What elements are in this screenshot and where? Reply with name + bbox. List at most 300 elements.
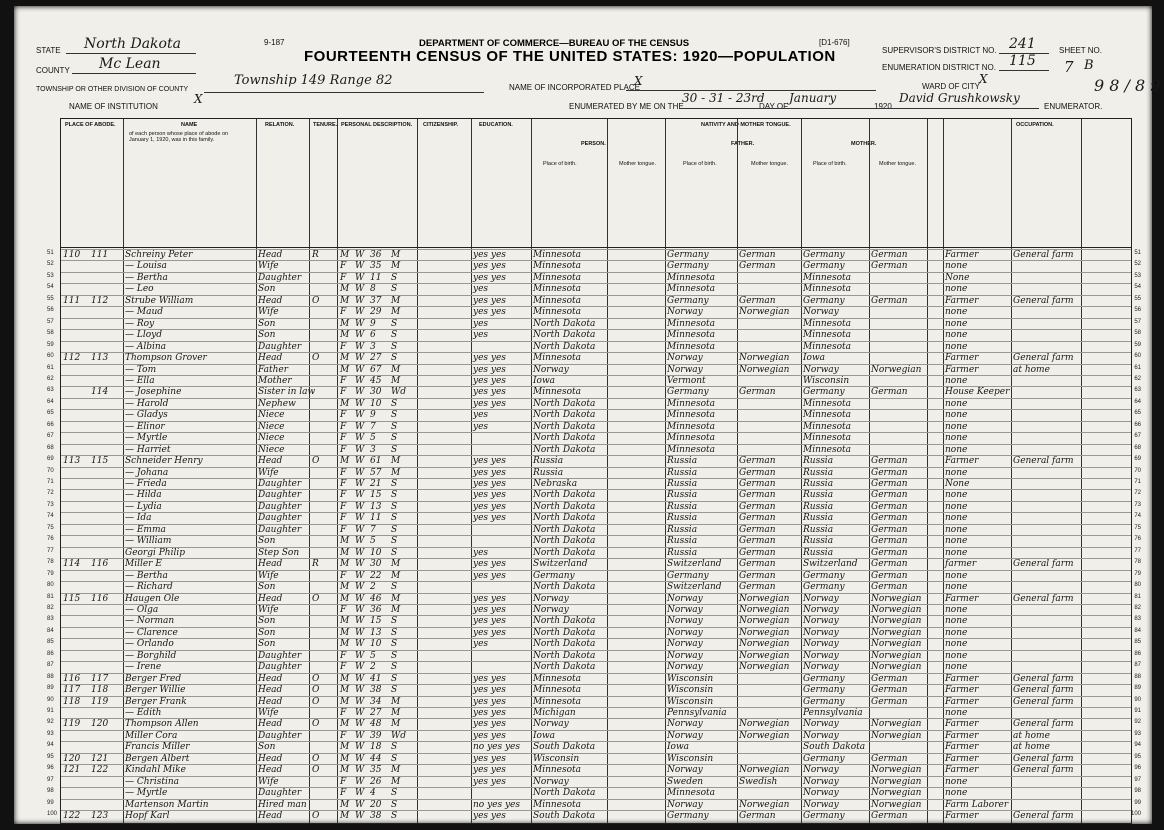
- cell-fpob: Switzerland: [667, 559, 722, 570]
- table-row: [47, 810, 1141, 822]
- cell-race: W: [355, 811, 365, 822]
- cell-age: 67: [370, 364, 382, 375]
- cell-age: 21: [370, 479, 382, 489]
- line-number-right: 87: [1134, 662, 1141, 669]
- cell-race: W: [355, 719, 365, 730]
- cell-mpob: Russia: [803, 524, 834, 535]
- col-pob-mother: Place of birth.: [813, 161, 847, 167]
- cell-mpob: Norway: [803, 616, 839, 627]
- cell-ind: General farm: [1013, 353, 1074, 364]
- cell-edu: yes: [473, 410, 489, 421]
- cell-sex: M: [340, 547, 350, 558]
- cell-pob: North Dakota: [533, 788, 596, 799]
- cell-fpob: Minnesota: [667, 433, 716, 444]
- cell-edu: no yes yes: [473, 799, 520, 810]
- cell-name: — Josephine: [125, 387, 182, 398]
- cell-mar: S: [391, 639, 398, 650]
- cell-race: W: [355, 513, 365, 524]
- line-number-right: 69: [1134, 456, 1141, 463]
- cell-sex: F: [340, 433, 347, 444]
- cell-rel: Head: [258, 559, 283, 570]
- line-number-right: 98: [1134, 788, 1141, 795]
- cell-fmt: Norwegian: [739, 616, 790, 627]
- cell-pob: Minnesota: [533, 765, 582, 776]
- cell-fmt: German: [739, 490, 776, 501]
- cell-dw: 111: [63, 295, 81, 306]
- cell-mpob: Russia: [803, 547, 834, 558]
- cell-mmt: German: [871, 250, 908, 260]
- cell-race: W: [355, 730, 365, 741]
- line-number: 84: [47, 627, 54, 634]
- cell-race: W: [355, 788, 365, 799]
- cell-race: W: [355, 685, 365, 696]
- cell-pob: Minnesota: [533, 799, 582, 810]
- cell-name: Berger Willie: [125, 685, 186, 696]
- cell-rel: Hired man: [258, 799, 307, 810]
- cell-occ: none: [945, 708, 968, 718]
- line-number-right: 75: [1134, 524, 1141, 531]
- cell-rel: Daughter: [258, 788, 302, 799]
- cell-dw: 115: [63, 593, 81, 604]
- cell-fpob: Norway: [667, 353, 703, 364]
- cell-fpob: Norway: [667, 627, 703, 638]
- line-number: 86: [47, 650, 54, 657]
- cell-sex: M: [340, 811, 350, 822]
- cell-name: — Albina: [125, 341, 167, 352]
- line-number: 75: [47, 524, 54, 531]
- cell-rel: Wife: [258, 261, 279, 272]
- cell-rel: Head: [258, 685, 283, 696]
- cell-fpob: Wisconsin: [667, 696, 714, 707]
- line-number-right: 81: [1134, 593, 1141, 600]
- line-number-right: 90: [1134, 696, 1141, 703]
- cell-age: 38: [370, 685, 382, 696]
- cell-name: Schneider Henry: [125, 456, 203, 467]
- cell-mar: S: [391, 662, 398, 673]
- cell-mpob: Germany: [803, 582, 845, 593]
- cell-ten: O: [312, 765, 320, 776]
- cell-ten: O: [312, 593, 320, 604]
- cell-race: W: [355, 776, 365, 787]
- cell-sex: M: [340, 582, 350, 593]
- cell-name: Haugen Ole: [125, 593, 180, 604]
- cell-mmt: German: [871, 387, 908, 398]
- cell-fmt: Norwegian: [739, 765, 790, 776]
- cell-sex: F: [340, 421, 347, 432]
- cell-occ: None: [945, 272, 970, 283]
- cell-ten: O: [312, 753, 320, 764]
- cell-occ: Farmer: [945, 364, 979, 375]
- cell-fmt: Swedish: [739, 776, 778, 787]
- cell-fmt: Norwegian: [739, 364, 790, 375]
- cell-name: — Bertha: [125, 570, 168, 581]
- cell-name: — Myrtle: [125, 433, 168, 444]
- line-number: 72: [47, 490, 54, 497]
- cell-mar: S: [391, 524, 398, 535]
- cell-mar: M: [391, 696, 401, 707]
- cell-age: 11: [370, 272, 382, 283]
- cell-age: 5: [370, 650, 376, 661]
- line-number: 95: [47, 753, 54, 760]
- cell-pob: Germany: [533, 570, 575, 581]
- cell-occ: none: [945, 662, 968, 673]
- cell-rel: Wife: [258, 307, 279, 318]
- cell-fmt: German: [739, 547, 776, 558]
- cell-fmt: German: [739, 559, 776, 570]
- cell-name: Georgi Philip: [125, 547, 185, 558]
- cell-mar: S: [391, 318, 398, 329]
- cell-name: — Orlando: [125, 639, 174, 650]
- cell-mar: M: [391, 295, 401, 306]
- cell-age: 37: [370, 295, 382, 306]
- cell-rel: Father: [258, 364, 289, 375]
- cell-occ: none: [945, 341, 968, 352]
- cell-fpob: Norway: [667, 799, 703, 810]
- cell-age: 15: [370, 490, 382, 501]
- cell-occ: none: [945, 524, 968, 535]
- cell-rel: Daughter: [258, 513, 302, 524]
- cell-occ: none: [945, 375, 968, 386]
- institution-label: NAME OF INSTITUTION: [69, 102, 158, 111]
- cell-rel: Daughter: [258, 524, 302, 535]
- line-number-right: 85: [1134, 639, 1141, 646]
- cell-occ: Farmer: [945, 295, 979, 306]
- cell-occ: Farmer: [945, 673, 979, 684]
- cell-age: 29: [370, 307, 382, 318]
- line-number: 100: [47, 811, 58, 818]
- cell-sex: M: [340, 330, 350, 341]
- supervisor-label: SUPERVISOR'S DISTRICT NO.: [882, 46, 997, 55]
- sheet-number: 7: [1064, 58, 1074, 76]
- cell-rel: Daughter: [258, 730, 302, 741]
- cell-fpob: Vermont: [667, 375, 706, 386]
- cell-mpob: Germany: [803, 295, 845, 306]
- cell-fmt: Norwegian: [739, 593, 790, 604]
- line-number: 83: [47, 616, 54, 623]
- col-mt-father: Mother tongue.: [751, 161, 788, 167]
- cell-fpob: Norway: [667, 307, 703, 318]
- cell-rel: Wife: [258, 708, 279, 718]
- cell-fam: 117: [91, 673, 109, 684]
- cell-race: W: [355, 524, 365, 535]
- cell-dw: 114: [63, 559, 81, 570]
- cell-sex: F: [340, 788, 347, 799]
- cell-age: 18: [370, 742, 382, 753]
- cell-pob: North Dakota: [533, 513, 596, 524]
- cell-pob: Norway: [533, 604, 569, 615]
- cell-mmt: Norwegian: [871, 719, 922, 730]
- line-number: 62: [47, 375, 54, 382]
- cell-race: W: [355, 765, 365, 776]
- cell-fmt: Norwegian: [739, 353, 790, 364]
- cell-occ: Farmer: [945, 353, 979, 364]
- cell-race: W: [355, 662, 365, 673]
- line-number: 96: [47, 765, 54, 772]
- cell-mpob: Germany: [803, 387, 845, 398]
- enumerator-label: ENUMERATOR.: [1044, 102, 1103, 111]
- line-number: 60: [47, 353, 54, 360]
- cell-pob: North Dakota: [533, 524, 596, 535]
- cell-age: 36: [370, 250, 382, 260]
- county-label: COUNTY: [36, 66, 70, 75]
- cell-name: Bergen Albert: [125, 753, 190, 764]
- cell-mpob: Russia: [803, 490, 834, 501]
- cell-fmt: German: [739, 570, 776, 581]
- cell-edu: yes yes: [473, 811, 506, 822]
- cell-occ: none: [945, 627, 968, 638]
- cell-name: — Clarence: [125, 627, 178, 638]
- cell-mar: S: [391, 811, 398, 822]
- cell-mmt: German: [871, 696, 908, 707]
- cell-sex: M: [340, 353, 350, 364]
- cell-pob: North Dakota: [533, 341, 596, 352]
- cell-mpob: Minnesota: [803, 410, 852, 421]
- cell-mmt: Norwegian: [871, 788, 922, 799]
- cell-mmt: German: [871, 559, 908, 570]
- cell-rel: Mother: [258, 375, 292, 386]
- cell-occ: Farmer: [945, 685, 979, 696]
- cell-age: 46: [370, 593, 382, 604]
- line-number-right: 97: [1134, 776, 1141, 783]
- cell-rel: Sister in law: [258, 387, 316, 398]
- line-number: 92: [47, 719, 54, 726]
- cell-age: 9: [370, 318, 376, 329]
- line-number-right: 79: [1134, 570, 1141, 577]
- line-number: 77: [47, 547, 54, 554]
- cell-edu: yes yes: [473, 501, 506, 512]
- cell-rel: Head: [258, 673, 283, 684]
- cell-occ: none: [945, 776, 968, 787]
- line-number-right: 64: [1134, 398, 1141, 405]
- col-personal: PERSONAL DESCRIPTION.: [341, 122, 413, 128]
- line-number-right: 65: [1134, 410, 1141, 417]
- cell-occ: none: [945, 284, 968, 295]
- line-number: 82: [47, 604, 54, 611]
- cell-sex: M: [340, 799, 350, 810]
- line-number-right: 51: [1134, 250, 1141, 256]
- cell-race: W: [355, 467, 365, 478]
- cell-age: 7: [370, 524, 376, 535]
- cell-pob: Norway: [533, 719, 569, 730]
- cell-name: Berger Frank: [125, 696, 187, 707]
- cell-sex: F: [340, 604, 347, 615]
- line-number: 79: [47, 570, 54, 577]
- incorporated-label: NAME OF INCORPORATED PLACE: [509, 83, 640, 92]
- cell-mmt: Norwegian: [871, 650, 922, 661]
- col-name: NAME: [181, 122, 198, 128]
- cell-rel: Son: [258, 318, 276, 329]
- col-pob-father: Place of birth.: [683, 161, 717, 167]
- cell-mmt: Norwegian: [871, 604, 922, 615]
- margin-note: 9 8 / 8 9: [1094, 76, 1161, 95]
- cell-pob: Minnesota: [533, 272, 582, 283]
- cell-name: Schreiny Peter: [125, 250, 193, 260]
- cell-sex: M: [340, 398, 350, 409]
- cell-sex: F: [340, 444, 347, 455]
- cell-age: 13: [370, 501, 382, 512]
- cell-age: 10: [370, 398, 382, 409]
- cell-mmt: German: [871, 582, 908, 593]
- cell-race: W: [355, 708, 365, 718]
- cell-mmt: German: [871, 490, 908, 501]
- cell-ten: O: [312, 685, 320, 696]
- cell-name: Berger Fred: [125, 673, 182, 684]
- cell-mpob: Pennsylvania: [803, 708, 863, 718]
- cell-edu: yes yes: [473, 730, 506, 741]
- census-title: FOURTEENTH CENSUS OF THE UNITED STATES: 1920—POPULATION: [304, 48, 836, 65]
- cell-fmt: Norwegian: [739, 604, 790, 615]
- cell-mmt: German: [871, 811, 908, 822]
- cell-occ: none: [945, 318, 968, 329]
- cell-sex: M: [340, 559, 350, 570]
- cell-race: W: [355, 433, 365, 444]
- cell-sex: F: [340, 410, 347, 421]
- line-number: 68: [47, 444, 54, 451]
- cell-occ: Farmer: [945, 696, 979, 707]
- line-number: 56: [47, 307, 54, 314]
- ward-value: X: [979, 72, 988, 86]
- line-number-right: 55: [1134, 295, 1141, 302]
- cell-sex: M: [340, 456, 350, 467]
- cell-age: 36: [370, 604, 382, 615]
- line-number: 64: [47, 398, 54, 405]
- col-relation: RELATION.: [265, 122, 295, 128]
- cell-mar: M: [391, 364, 401, 375]
- cell-edu: yes yes: [473, 272, 506, 283]
- cell-rel: Daughter: [258, 501, 302, 512]
- line-number: 80: [47, 582, 54, 589]
- cell-name: — Tom: [125, 364, 157, 375]
- cell-race: W: [355, 501, 365, 512]
- cell-race: W: [355, 444, 365, 455]
- col-education: EDUCATION.: [479, 122, 513, 128]
- cell-race: W: [355, 799, 365, 810]
- cell-pob: North Dakota: [533, 536, 596, 547]
- cell-rel: Head: [258, 353, 283, 364]
- cell-edu: yes yes: [473, 295, 506, 306]
- cell-sex: M: [340, 295, 350, 306]
- cell-name: — Norman: [125, 616, 175, 627]
- cell-mmt: Norwegian: [871, 730, 922, 741]
- cell-mar: S: [391, 536, 398, 547]
- cell-mpob: Minnesota: [803, 421, 852, 432]
- col-mother: MOTHER.: [851, 141, 877, 147]
- cell-mar: S: [391, 353, 398, 364]
- cell-name: — Harriet: [125, 444, 171, 455]
- census-sheet: [14, 6, 1161, 824]
- cell-name: — Edith: [125, 708, 162, 718]
- cell-mar: S: [391, 685, 398, 696]
- cell-ind: at home: [1013, 364, 1050, 375]
- cell-fmt: German: [739, 261, 776, 272]
- cell-fam: 118: [91, 685, 109, 696]
- cell-occ: none: [945, 444, 968, 455]
- cell-mmt: German: [871, 467, 908, 478]
- cell-fam: 116: [91, 559, 109, 570]
- cell-age: 45: [370, 375, 382, 386]
- line-number: 51: [47, 250, 54, 256]
- cell-mpob: Norway: [803, 650, 839, 661]
- cell-name: — Ida: [125, 513, 152, 524]
- cell-age: 11: [370, 513, 382, 524]
- line-number-right: 88: [1134, 673, 1141, 680]
- line-number-right: 100: [1130, 811, 1141, 818]
- cell-mpob: Norway: [803, 639, 839, 650]
- cell-rel: Nephew: [258, 398, 296, 409]
- cell-pob: Russia: [533, 467, 564, 478]
- cell-mmt: German: [871, 524, 908, 535]
- cell-mar: S: [391, 421, 398, 432]
- cell-age: 3: [370, 444, 376, 455]
- cell-pob: North Dakota: [533, 398, 596, 409]
- cell-mar: S: [391, 582, 398, 593]
- cell-fpob: Minnesota: [667, 284, 716, 295]
- line-number: 71: [47, 479, 54, 485]
- cell-fpob: Norway: [667, 765, 703, 776]
- cell-occ: none: [945, 307, 968, 318]
- cell-mpob: Norway: [803, 730, 839, 741]
- line-number: 99: [47, 799, 54, 806]
- cell-rel: Son: [258, 284, 276, 295]
- cell-fpob: Russia: [667, 467, 698, 478]
- line-number: 63: [47, 387, 54, 394]
- cell-mmt: German: [871, 295, 908, 306]
- cell-ind: General farm: [1013, 295, 1074, 306]
- cell-rel: Son: [258, 639, 276, 650]
- cell-mpob: Russia: [803, 501, 834, 512]
- line-number-right: 94: [1134, 742, 1141, 749]
- cell-occ: none: [945, 501, 968, 512]
- cell-age: 7: [370, 421, 376, 432]
- cell-race: W: [355, 364, 365, 375]
- cell-fmt: German: [739, 524, 776, 535]
- line-number-right: 71: [1134, 479, 1141, 485]
- cell-occ: none: [945, 490, 968, 501]
- cell-age: 5: [370, 433, 376, 444]
- cell-fmt: Norwegian: [739, 730, 790, 741]
- line-number-right: 60: [1134, 353, 1141, 360]
- cell-edu: yes yes: [473, 467, 506, 478]
- cell-occ: None: [945, 479, 970, 489]
- cell-mpob: Iowa: [803, 353, 826, 364]
- cell-pob: Minnesota: [533, 250, 582, 260]
- cell-mar: M: [391, 719, 401, 730]
- cell-fpob: Germany: [667, 295, 709, 306]
- cell-ind: General farm: [1013, 719, 1074, 730]
- cell-pob: North Dakota: [533, 490, 596, 501]
- cell-age: 30: [370, 559, 382, 570]
- cell-sex: M: [340, 696, 350, 707]
- cell-fpob: Russia: [667, 536, 698, 547]
- cell-mar: S: [391, 398, 398, 409]
- cell-fmt: German: [739, 501, 776, 512]
- cell-age: 35: [370, 261, 382, 272]
- line-number: 57: [47, 318, 54, 325]
- cell-ind: General farm: [1013, 685, 1074, 696]
- cell-fmt: German: [739, 467, 776, 478]
- cell-race: W: [355, 547, 365, 558]
- cell-sex: M: [340, 284, 350, 295]
- cell-pob: Michigan: [533, 708, 576, 718]
- cell-edu: yes yes: [473, 353, 506, 364]
- cell-occ: none: [945, 547, 968, 558]
- state-label: STATE: [36, 46, 61, 55]
- cell-mmt: German: [871, 673, 908, 684]
- cell-race: W: [355, 375, 365, 386]
- cell-pob: Norway: [533, 776, 569, 787]
- cell-age: 27: [370, 708, 382, 718]
- col-occupation: OCCUPATION.: [1016, 122, 1054, 128]
